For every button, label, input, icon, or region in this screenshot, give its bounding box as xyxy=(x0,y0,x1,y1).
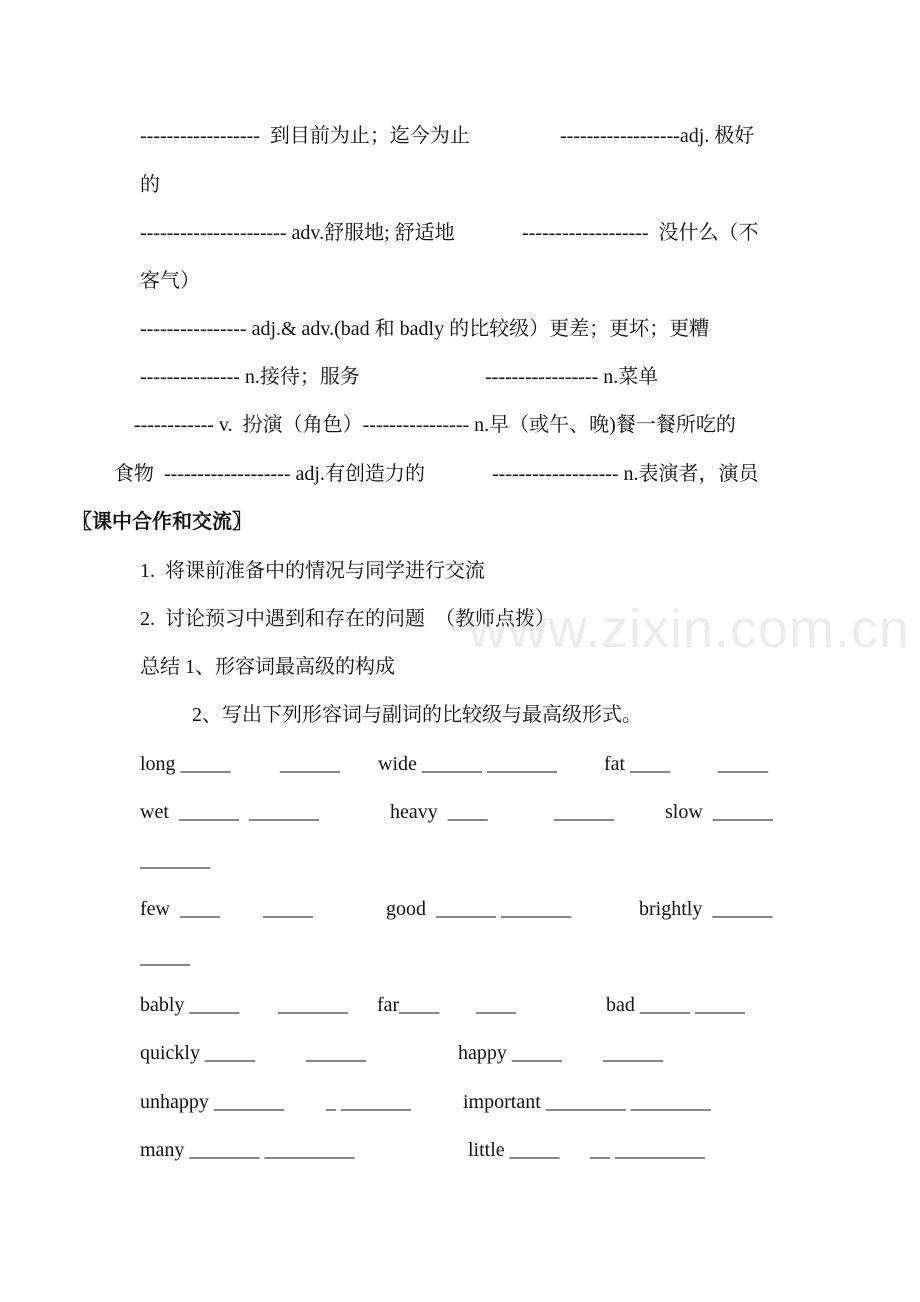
exercise-item: happy _____ xyxy=(458,1042,562,1064)
exercise-item: fat ____ xyxy=(604,753,671,775)
exercise-blank: _______ xyxy=(140,849,210,871)
summary-2: 2、写出下列形容词与副词的比较级与最高级形式。 xyxy=(192,704,642,726)
exercise-blank: ______ xyxy=(603,1042,663,1064)
exercise-item: many _______ _________ xyxy=(140,1139,355,1161)
exercise-blank: ______ xyxy=(280,753,340,775)
exercise-item: little _____ xyxy=(468,1139,560,1161)
vocab-line-6a: 食物 ------------------- adj.有创造力的 xyxy=(114,463,425,485)
vocab-line-2a: ---------------------- adv.舒服地; 舒适地 xyxy=(140,222,455,244)
exercise-blank: _____ xyxy=(718,753,768,775)
step-2: 2. 讨论预习中遇到和存在的问题 （教师点拨） xyxy=(140,608,555,630)
step-1: 1. 将课前准备中的情况与同学进行交流 xyxy=(140,560,485,582)
exercise-item: important ________ ________ xyxy=(463,1091,711,1113)
vocab-line-1a: ------------------ 到目前为止；迄今为止 xyxy=(140,125,470,147)
exercise-item: wide ______ _______ xyxy=(378,753,557,775)
exercise-item: few ____ xyxy=(140,898,220,920)
exercise-blank: _____ xyxy=(263,898,313,920)
vocab-line-5: ------------ v. 扮演（角色）---------------- n.早（或午、晚)餐一餐所吃的 xyxy=(134,414,736,436)
vocab-line-1b: ------------------adj. 极好 xyxy=(560,125,755,147)
exercise-item: long _____ xyxy=(140,753,231,775)
vocab-line-4a: --------------- n.接待；服务 xyxy=(140,366,360,388)
vocab-line-3: ---------------- adj.& adv.(bad 和 badly 的比较级）更差；更坏；更糟 xyxy=(140,318,710,340)
exercise-item: good ______ _______ xyxy=(386,898,571,920)
exercise-blank: ____ xyxy=(476,994,516,1016)
exercise-blank: _______ xyxy=(278,994,348,1016)
vocab-line-2-cont: 客气） xyxy=(140,270,200,292)
exercise-item: slow ______ xyxy=(665,801,773,823)
vocab-line-6b: ------------------- n.表演者，演员 xyxy=(492,463,759,485)
exercise-blank: _ _______ xyxy=(326,1091,411,1113)
vocab-line-1-cont: 的 xyxy=(140,174,160,196)
vocab-line-2b: ------------------- 没什么（不 xyxy=(522,222,759,244)
exercise-item: heavy ____ xyxy=(390,801,488,823)
exercise-item: bad _____ _____ xyxy=(606,994,745,1016)
exercise-blank: _____ xyxy=(140,946,190,968)
exercise-blank: ______ xyxy=(306,1042,366,1064)
exercise-item: unhappy _______ xyxy=(140,1091,284,1113)
exercise-blank: ______ xyxy=(554,801,614,823)
exercise-item: quickly _____ xyxy=(140,1042,255,1064)
exercise-blank: __ _________ xyxy=(590,1139,705,1161)
exercise-item: wet ______ _______ xyxy=(140,801,319,823)
summary-1: 总结 1、形容词最高级的构成 xyxy=(140,656,395,678)
watermark: www.zixin.com.cn xyxy=(468,599,911,659)
exercise-item: far____ xyxy=(377,994,440,1016)
section-heading: 〖课中合作和交流〗 xyxy=(72,511,252,533)
exercise-item: brightly ______ xyxy=(639,898,773,920)
exercise-item: bably _____ xyxy=(140,994,240,1016)
vocab-line-4b: ----------------- n.菜单 xyxy=(485,366,659,388)
